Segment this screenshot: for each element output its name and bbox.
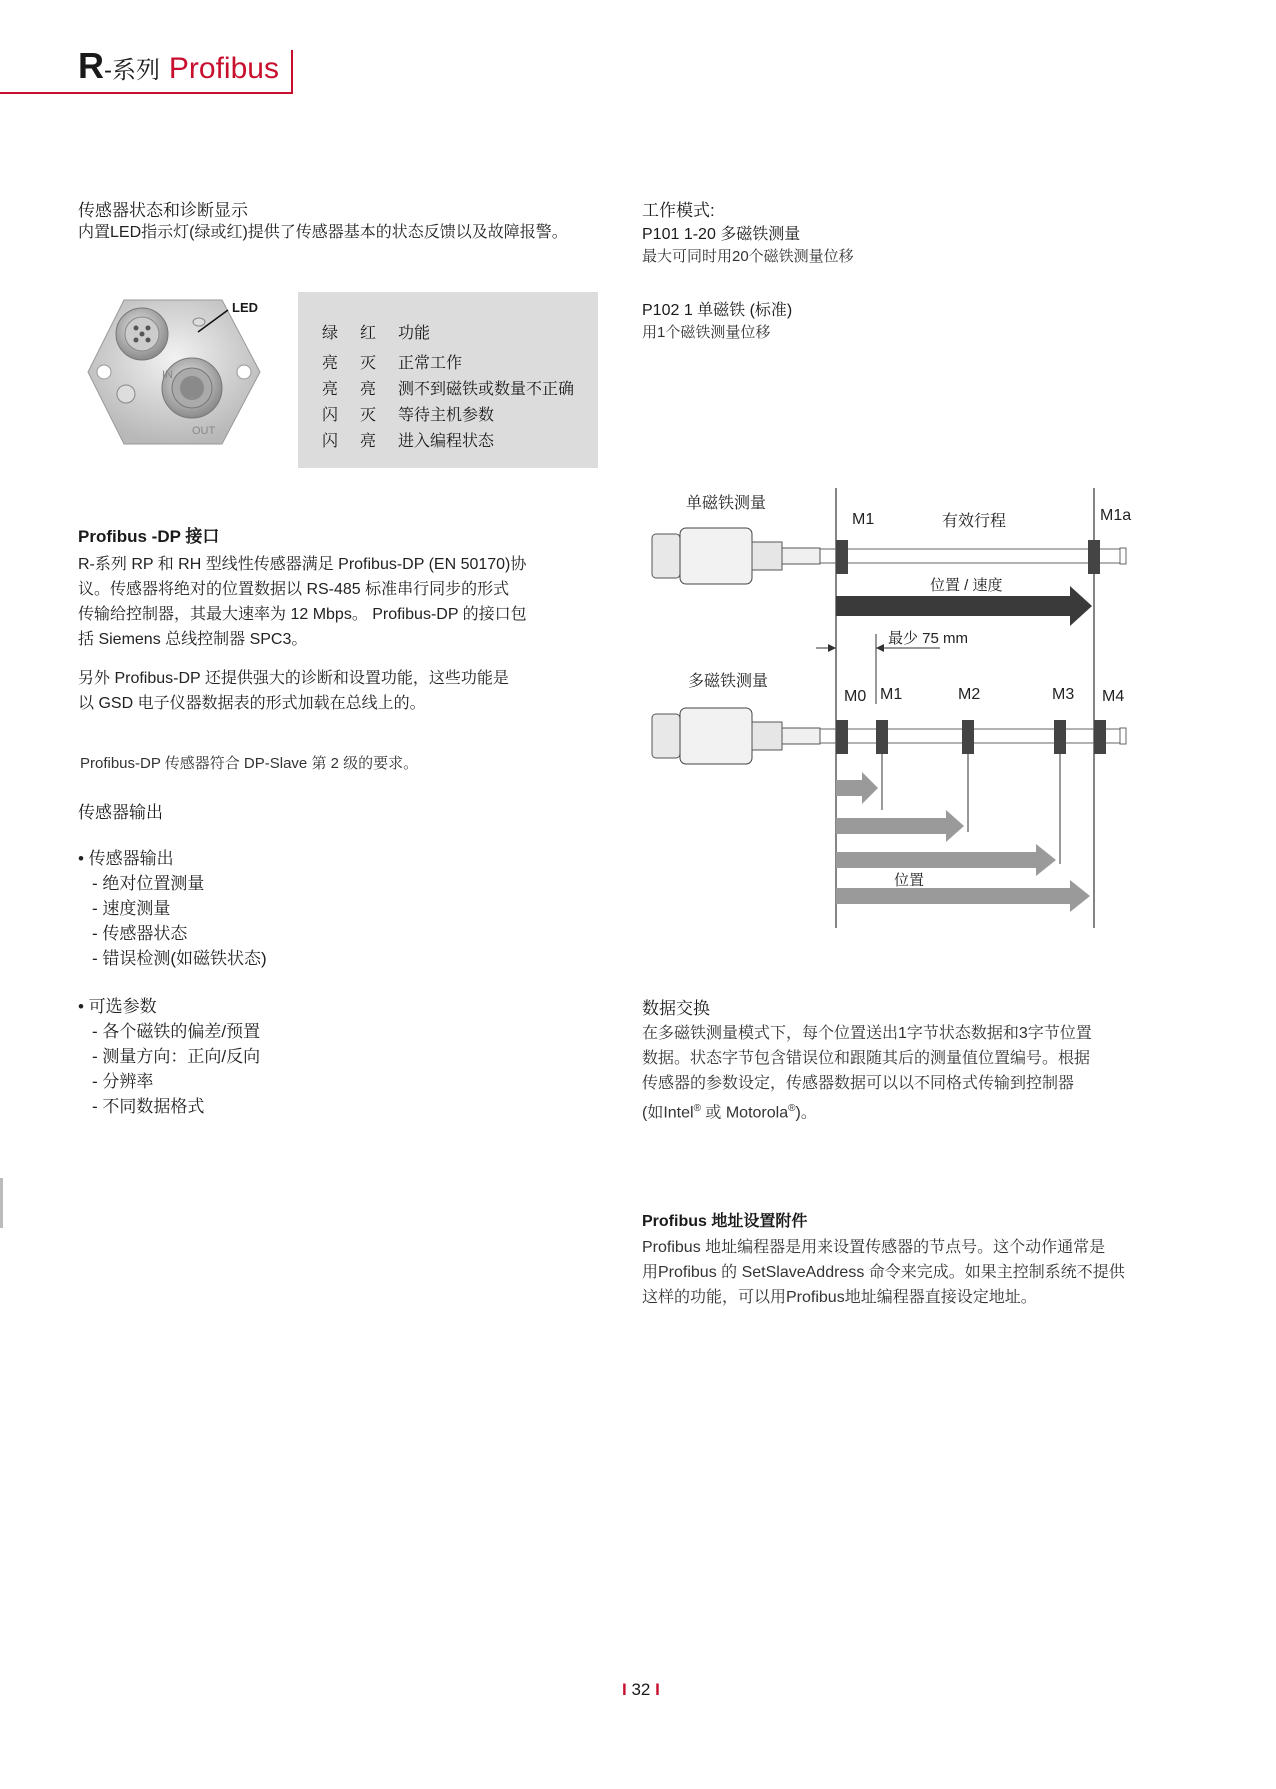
magnet-m0: [836, 720, 848, 754]
page-number-value: 32: [631, 1680, 651, 1699]
exchange-l1: 在多磁铁测量模式下，每个位置送出1字节状态数据和3字节位置: [642, 1025, 1092, 1042]
address-l3: 这样的功能，可以用Profibus地址编程器直接设定地址。: [642, 1289, 1037, 1306]
cell: 正常工作: [398, 355, 463, 372]
list-item: - 错误检测(如磁铁状态): [92, 949, 267, 968]
cell: 亮: [322, 381, 339, 398]
stroke-label: 有效行程: [942, 513, 1007, 530]
magnet-diagram: [640, 488, 1160, 936]
exchange-l4-a: (如Intel: [642, 1104, 694, 1122]
single-label: 单磁铁测量: [686, 495, 767, 512]
cell: 闪: [322, 407, 339, 424]
m4-label: M4: [1102, 688, 1125, 705]
status-desc: 内置LED指示灯(绿或红)提供了传感器基本的状态反馈以及故障报警。: [78, 224, 568, 241]
min-dist-label: 最少 75 mm: [888, 630, 969, 647]
multi-sensor: [652, 708, 1126, 764]
list-item: - 传感器状态: [92, 924, 188, 943]
list-item: - 分辨率: [92, 1072, 154, 1091]
list-item: - 速度测量: [92, 899, 171, 918]
modes-title: 工作模式:: [642, 201, 715, 220]
p101-title: P101 1-20 多磁铁测量: [642, 226, 801, 243]
cell: 进入编程状态: [398, 433, 495, 450]
led-table-row: [322, 402, 494, 425]
led-label: LED: [232, 300, 258, 315]
cell: 等待主机参数: [398, 407, 495, 424]
address-l1: Profibus 地址编程器是用来设置传感器的节点号。这个动作通常是: [642, 1239, 1106, 1256]
profibus-p1-l1: R-系列 RP 和 RH 型线性传感器满足 Profibus-DP (EN 50170)协: [78, 556, 527, 573]
margin-mark: [0, 1178, 3, 1228]
profibus-p3: Profibus-DP 传感器符合 DP-Slave 第 2 级的要求。: [80, 755, 419, 772]
list-item: - 各个磁铁的偏差/预置: [92, 1022, 261, 1041]
list-item: - 测量方向：正向/反向: [92, 1047, 261, 1066]
profibus-p2-l1: 另外 Profibus-DP 还提供强大的诊断和设置功能，这些功能是: [78, 670, 509, 687]
led-table-row: [322, 376, 574, 399]
magnet-m3: [1054, 720, 1066, 754]
header-green: 绿: [322, 325, 339, 342]
output-title: 传感器输出: [78, 803, 163, 822]
position-arrow-m1: [836, 772, 878, 804]
m2-label: M2: [958, 686, 981, 703]
magnet-m1a: [1088, 540, 1100, 574]
cell: 亮: [360, 381, 377, 398]
header-rule: [0, 92, 292, 94]
in-label: IN: [162, 369, 173, 381]
registered-mark: ®: [788, 1103, 796, 1114]
m1-label: M1: [852, 511, 875, 528]
profibus-p1-l4: 括 Siemens 总线控制器 SPC3。: [78, 631, 308, 648]
magnet-m1: [836, 540, 848, 574]
page-header: [78, 46, 279, 91]
exchange-title: 数据交换: [642, 999, 710, 1018]
profibus-p1-l2: 议。传感器将绝对的位置数据以 RS-485 标准串行同步的形式: [78, 581, 510, 598]
profibus-title: Profibus -DP 接口: [78, 527, 220, 546]
address-l2: 用Profibus 的 SetSlaveAddress 命令来完成。如果主控制系统不提供: [642, 1264, 1125, 1281]
header-function: 功能: [398, 325, 431, 342]
exchange-l2: 数据。状态字节包含错误位和跟随其后的测量值位置编号。根据: [642, 1050, 1091, 1067]
cell: 闪: [322, 433, 339, 450]
m1a-label: M1a: [1100, 507, 1132, 524]
cell: 亮: [322, 355, 339, 372]
series-cn: -系列: [104, 57, 160, 84]
output-group-1: • 传感器输出: [78, 849, 174, 868]
params-list: [78, 994, 260, 1119]
magnet-m2: [962, 720, 974, 754]
led-table-row: [322, 350, 462, 373]
header-rule-vertical: [291, 50, 293, 94]
profibus-p1-l3: 传输给控制器，其最大速率为 12 Mbps。 Profibus-DP 的接口包: [78, 606, 527, 623]
output-group-2: • 可选参数: [78, 997, 157, 1016]
position-arrow-m3: [836, 844, 1056, 876]
led-status-table: [298, 292, 598, 468]
cell: 灭: [360, 355, 377, 372]
list-item: - 绝对位置测量: [92, 874, 205, 893]
header-brand: Profibus: [168, 52, 279, 85]
magnet-m1: [876, 720, 888, 754]
page-number: I 32 I: [622, 1680, 660, 1699]
registered-mark: ®: [693, 1103, 701, 1114]
address-title: Profibus 地址设置附件: [642, 1213, 808, 1230]
m3-label: M3: [1052, 686, 1075, 703]
exchange-l3: 传感器的参数设定，传感器数据可以以不同格式传输到控制器: [642, 1075, 1075, 1092]
p102-title: P102 1 单磁铁 (标准): [642, 302, 793, 319]
output-list: [78, 846, 267, 971]
exchange-l4-b: 或 Motorola: [700, 1104, 789, 1122]
out-label: OUT: [192, 425, 216, 437]
m0-label: M0: [844, 688, 867, 705]
exchange-l4: [642, 1097, 817, 1125]
header-red: 红: [360, 325, 377, 342]
status-title: 传感器状态和诊断显示: [78, 201, 248, 220]
profibus-p2-l2: 以 GSD 电子仪器数据表的形式加载在总线上的。: [78, 695, 426, 712]
led-table-row: [322, 428, 494, 451]
position-label: 位置: [894, 872, 925, 889]
position-arrow-m2: [836, 810, 964, 842]
multi-label: 多磁铁测量: [688, 673, 769, 690]
p101-desc: 最大可同时用20个磁铁测量位移: [642, 248, 854, 265]
list-item: - 不同数据格式: [92, 1097, 205, 1116]
single-sensor: [652, 528, 1126, 584]
cell: 测不到磁铁或数量不正确: [398, 381, 575, 398]
position-arrow-m4: [836, 880, 1090, 912]
cell: 灭: [360, 407, 377, 424]
exchange-l4-c: )。: [795, 1104, 817, 1122]
led-table-header: [322, 320, 430, 343]
series-letter: R: [78, 45, 104, 86]
cell: 亮: [360, 433, 377, 450]
magnet-m4: [1094, 720, 1106, 754]
pos-speed-label: 位置 / 速度: [930, 577, 1003, 594]
p102-desc: 用1个磁铁测量位移: [642, 324, 771, 341]
m1b-label: M1: [880, 686, 903, 703]
